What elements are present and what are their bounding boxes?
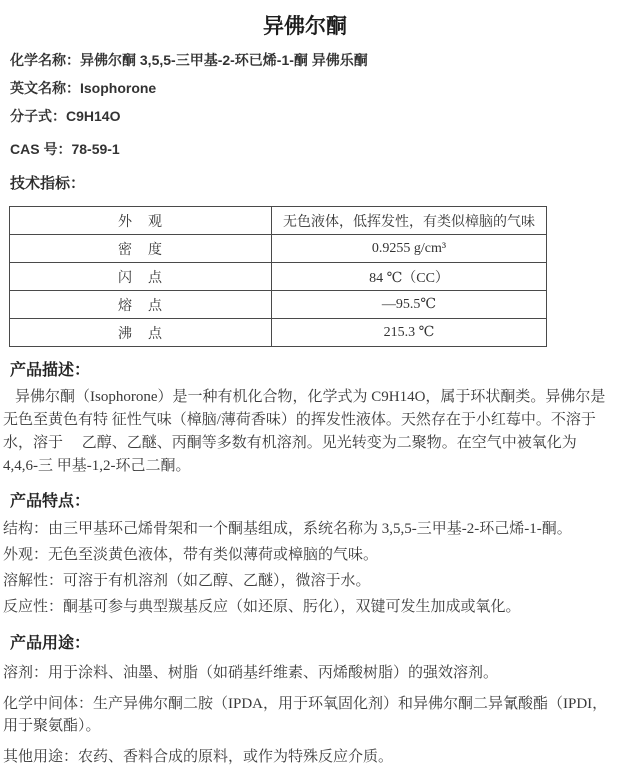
spec-name-flash-point: 闪 点 bbox=[10, 263, 272, 291]
description-paragraph: 异佛尔酮（Isophorone）是一种有机化合物，化学式为 C9H14O，属于环状酮类。异佛尔是无色至黄色有特 征性气味（樟脑/薄荷香味）的挥发性液体。天然存在于小红莓中。不溶于水，溶于 乙醇、乙醚、丙酮等多数有机溶剂。见光转变为二聚物。在空气中被氧化为 4,4,6-三 甲基-1,2-环己二酮。 bbox=[3, 389, 606, 474]
spec-value-melting-point: —95.5℃ bbox=[272, 291, 547, 319]
table-row bbox=[10, 207, 547, 235]
meta-value: C9H14O bbox=[66, 108, 121, 124]
meta-value: 异佛尔酮 3,5,5-三甲基-2-环已烯-1-酮 异佛乐酮 bbox=[80, 52, 368, 68]
meta-line-english-name bbox=[10, 80, 607, 96]
table-row bbox=[10, 263, 547, 291]
use-item-solvent: 溶剂：用于涂料、油墨、树脂（如硝基纤维素、丙烯酸树脂）的强效溶剂。 bbox=[3, 665, 499, 681]
spec-section-heading: 技术指标： bbox=[10, 175, 86, 192]
use-item-other: 其他用途：农药、香料合成的原料，或作为特殊反应介质。 bbox=[3, 749, 394, 765]
spec-value-appearance: 无色液体，低挥发性，有类似樟脑的气味 bbox=[272, 207, 547, 235]
features-section-heading: 产品特点： bbox=[10, 493, 91, 510]
feature-item-appearance: 外观：无色至淡黄色液体，带有类似薄荷或樟脑的气味。 bbox=[3, 547, 379, 563]
meta-label: CAS 号： bbox=[10, 141, 72, 157]
meta-line-molecular-formula bbox=[10, 108, 607, 124]
feature-item-reactivity: 反应性：酮基可参与典型羰基反应（如还原、肟化），双键可发生加成或氧化。 bbox=[3, 599, 521, 615]
use-item-intermediate: 化学中间体：生产异佛尔酮二胺（IPDA，用于环氧固化剂）和异佛尔酮二异氰酸酯（IPDI，用于聚氨酯）。 bbox=[3, 696, 608, 734]
meta-value: Isophorone bbox=[80, 80, 157, 96]
meta-label: 化学名称： bbox=[10, 52, 80, 68]
spec-value-density: 0.9255 g/cm³ bbox=[272, 235, 547, 263]
spec-value-boiling-point: 215.3 ℃ bbox=[272, 319, 547, 347]
table-row bbox=[10, 291, 547, 319]
uses-section-heading: 产品用途： bbox=[10, 635, 91, 652]
page-title: 异佛尔酮 bbox=[263, 14, 347, 38]
spec-name-appearance: 外 观 bbox=[10, 207, 272, 235]
spec-name-density: 密 度 bbox=[10, 235, 272, 263]
feature-item-structure: 结构：由三甲基环己烯骨架和一个酮基组成，系统名称为 3,5,5-三甲基-2-环己烯-1-酮。 bbox=[3, 521, 572, 537]
uses-list bbox=[3, 662, 607, 768]
table-row bbox=[10, 235, 547, 263]
spec-value-flash-point: 84 ℃（CC） bbox=[272, 263, 547, 291]
spec-name-boiling-point: 沸 点 bbox=[10, 319, 272, 347]
spec-table bbox=[9, 206, 547, 347]
meta-value: 78-59-1 bbox=[71, 141, 120, 157]
description-section-heading: 产品描述： bbox=[10, 362, 91, 379]
meta-line-chemical-name bbox=[10, 52, 607, 68]
spec-name-melting-point: 熔 点 bbox=[10, 291, 272, 319]
meta-label: 分子式： bbox=[10, 108, 66, 124]
table-row bbox=[10, 319, 547, 347]
feature-item-solubility: 溶解性：可溶于有机溶剂（如乙醇、乙醚），微溶于水。 bbox=[3, 573, 371, 589]
features-list bbox=[3, 516, 607, 620]
meta-line-cas-number bbox=[10, 141, 607, 157]
meta-label: 英文名称： bbox=[10, 80, 80, 96]
